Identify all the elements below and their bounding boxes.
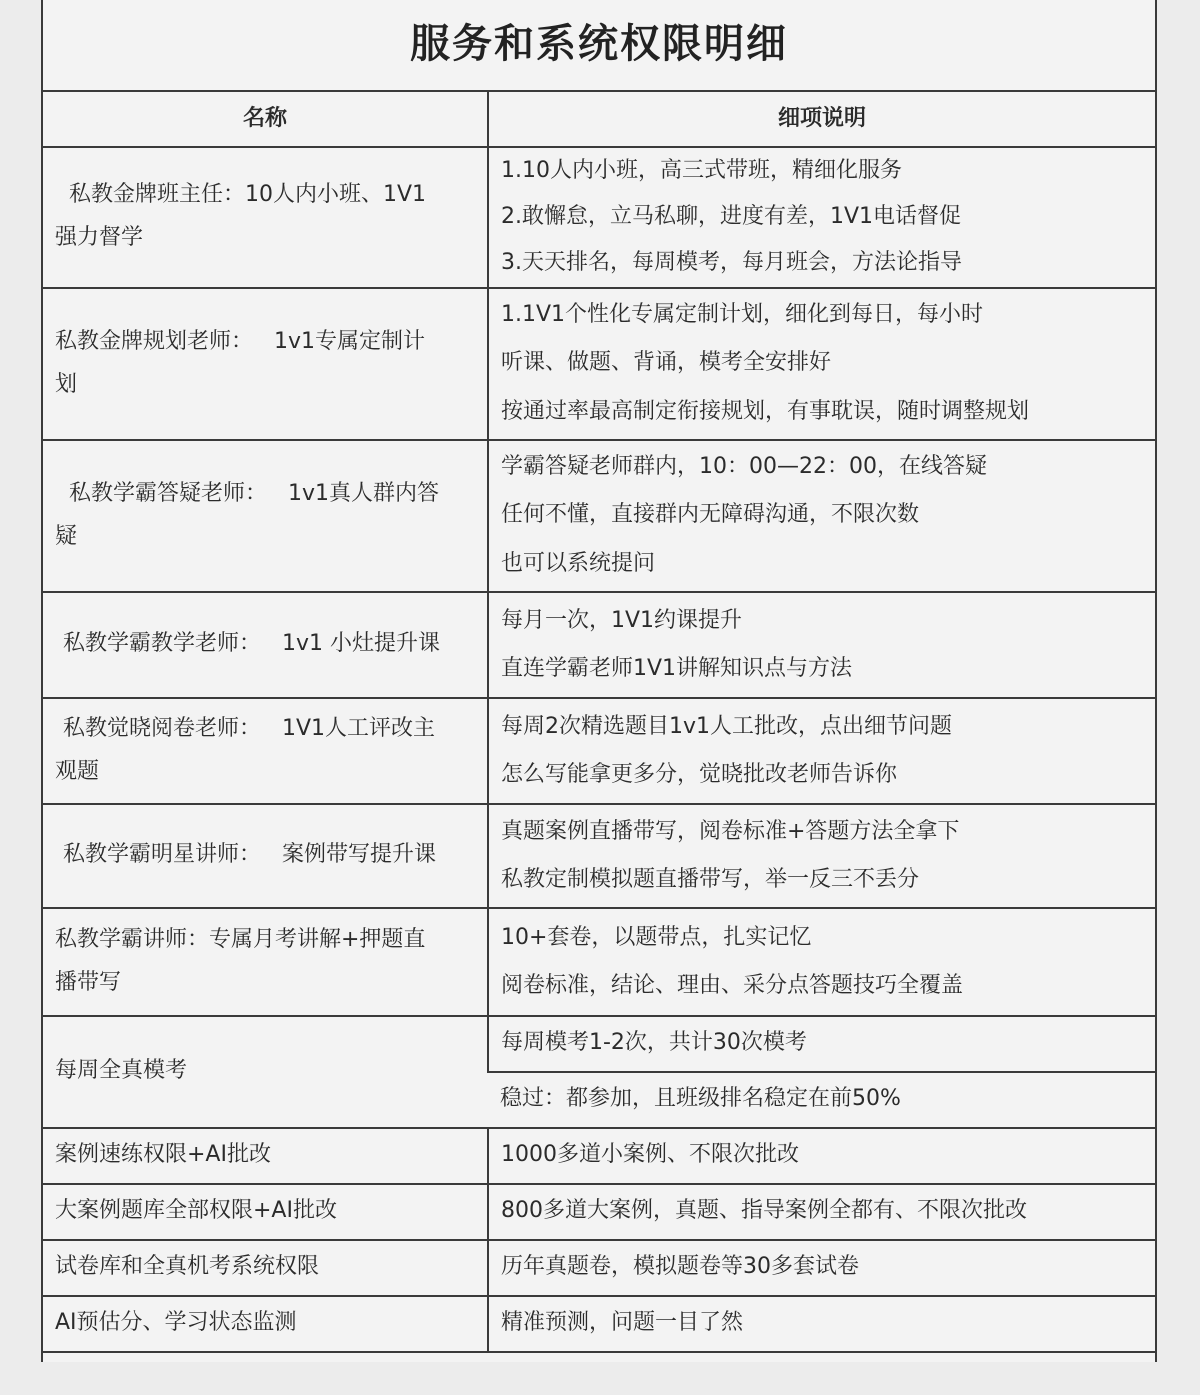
service-detail-cell [488,698,1155,804]
service-name-cell [43,1296,488,1352]
service-name-line: 划 [55,371,78,397]
service-name-line: 观题 [55,758,100,784]
service-name-cell [43,1016,488,1128]
table-row [43,698,1155,804]
page-title: 服务和系统权限明细 [410,21,788,67]
service-name-line: 私教金牌班主任：10人内小班、1V1 [69,182,427,208]
service-name-cell [43,440,488,592]
service-name-cell [43,288,488,440]
detail-line: 私教定制模拟题直播带写，举一反三不丢分 [501,866,920,892]
table-row [43,908,1155,1016]
detail-line: 也可以系统提问 [501,550,656,576]
service-table [43,90,1155,1353]
service-detail-cell [488,1128,1155,1184]
service-name-line: 案例速练权限+AI批改 [55,1142,271,1168]
detail-line: 1000多道小案例、不限次批改 [501,1142,799,1168]
service-detail-cell [488,440,1155,592]
service-detail-cell [488,288,1155,440]
table-row [43,592,1155,698]
service-name-cell [43,908,488,1016]
detail-line: 任何不懂，直接群内无障碍沟通，不限次数 [501,502,920,528]
table-row [43,288,1155,440]
service-detail-cell [488,1296,1155,1352]
service-detail-cell [488,1184,1155,1240]
service-name-cell [43,1240,488,1296]
service-name-cell [43,698,488,804]
service-detail-cell [488,1240,1155,1296]
detail-line: 3.天天排名，每周模考，每月班会，方法论指导 [501,250,962,276]
detail-line: 1.10人内小班，高三式带班，精细化服务 [501,158,902,183]
detail-line: 真题案例直播带写，阅卷标准+答题方法全拿下 [501,819,960,845]
service-name-line: AI预估分、学习状态监测 [55,1310,297,1336]
service-name-cell [43,1128,488,1184]
table-row [43,147,1155,288]
table-row [43,1016,1155,1072]
service-name-line: 强力督学 [55,225,144,251]
detail-line: 每周2次精选题目1v1人工批改，点出细节问题 [501,714,953,740]
detail-line: 2.敢懈怠，立马私聊，进度有差，1V1电话督促 [501,204,962,230]
service-detail-cell [488,147,1155,288]
detail-line: 800多道大案例，真题、指导案例全都有、不限次批改 [501,1198,1027,1224]
detail-line: 1.1V1个性化专属定制计划，细化到每日，每小时 [501,301,984,327]
service-name-line: 私教金牌规划老师： 1v1专属定制计 [55,328,425,354]
detail-line: 按通过率最高制定衔接规划，有事耽误，随时调整规划 [501,398,1030,424]
service-detail-cell [488,592,1155,698]
detail-line: 听课、做题、背诵，模考全安排好 [501,350,832,376]
service-name-cell [43,147,488,288]
service-permission-table-sheet [41,0,1157,1362]
table-row [43,1184,1155,1240]
service-name-line: 私教学霸明星讲师： 案例带写提升课 [63,842,436,868]
table-row [43,1296,1155,1352]
service-name-line: 私教学霸讲师：专属月考讲解+押题直 [55,926,426,952]
table-row [43,804,1155,908]
detail-line: 学霸答疑老师群内，10：00—22：00，在线答疑 [501,453,987,479]
service-name-line: 私教学霸教学老师： 1v1 小灶提升课 [63,631,440,657]
column-header-detail: 细项说明 [488,91,1155,147]
table-header-row [43,91,1155,147]
detail-line: 10+套卷，以题带点，扎实记忆 [501,925,812,951]
table-row [43,1240,1155,1296]
service-name-cell [43,592,488,698]
detail-line: 稳过：都参加，且班级排名稳定在前50% [500,1086,901,1112]
detail-line: 怎么写能拿更多分，觉晓批改老师告诉你 [501,761,898,787]
service-detail-cell [488,804,1155,908]
service-name-line: 试卷库和全真机考系统权限 [55,1254,320,1280]
service-detail-cell [488,908,1155,1016]
detail-line: 精准预测，问题一目了然 [501,1310,744,1336]
service-name-line: 播带写 [55,969,122,995]
service-name-cell [43,804,488,908]
service-name-cell [43,1184,488,1240]
service-name-line: 私教觉晓阅卷老师： 1V1人工评改主 [63,715,436,741]
table-row [43,1128,1155,1184]
detail-line: 每月一次，1V1约课提升 [501,608,743,634]
column-header-name: 名称 [43,91,488,147]
service-name-line: 疑 [55,523,78,549]
service-name-line: 大案例题库全部权限+AI批改 [55,1198,337,1224]
service-detail-cell [488,1072,1155,1128]
detail-line: 历年真题卷，模拟题卷等30多套试卷 [501,1254,859,1280]
service-detail-cell [488,1016,1155,1072]
table-row [43,440,1155,592]
detail-line: 直连学霸老师1V1讲解知识点与方法 [501,655,853,681]
service-name-line: 私教学霸答疑老师： 1v1真人群内答 [69,480,439,506]
detail-line: 阅卷标准，结论、理由、采分点答题技巧全覆盖 [501,972,964,998]
service-name-line: 每周全真模考 [55,1058,188,1084]
detail-line: 每周模考1-2次，共计30次模考 [501,1030,807,1056]
